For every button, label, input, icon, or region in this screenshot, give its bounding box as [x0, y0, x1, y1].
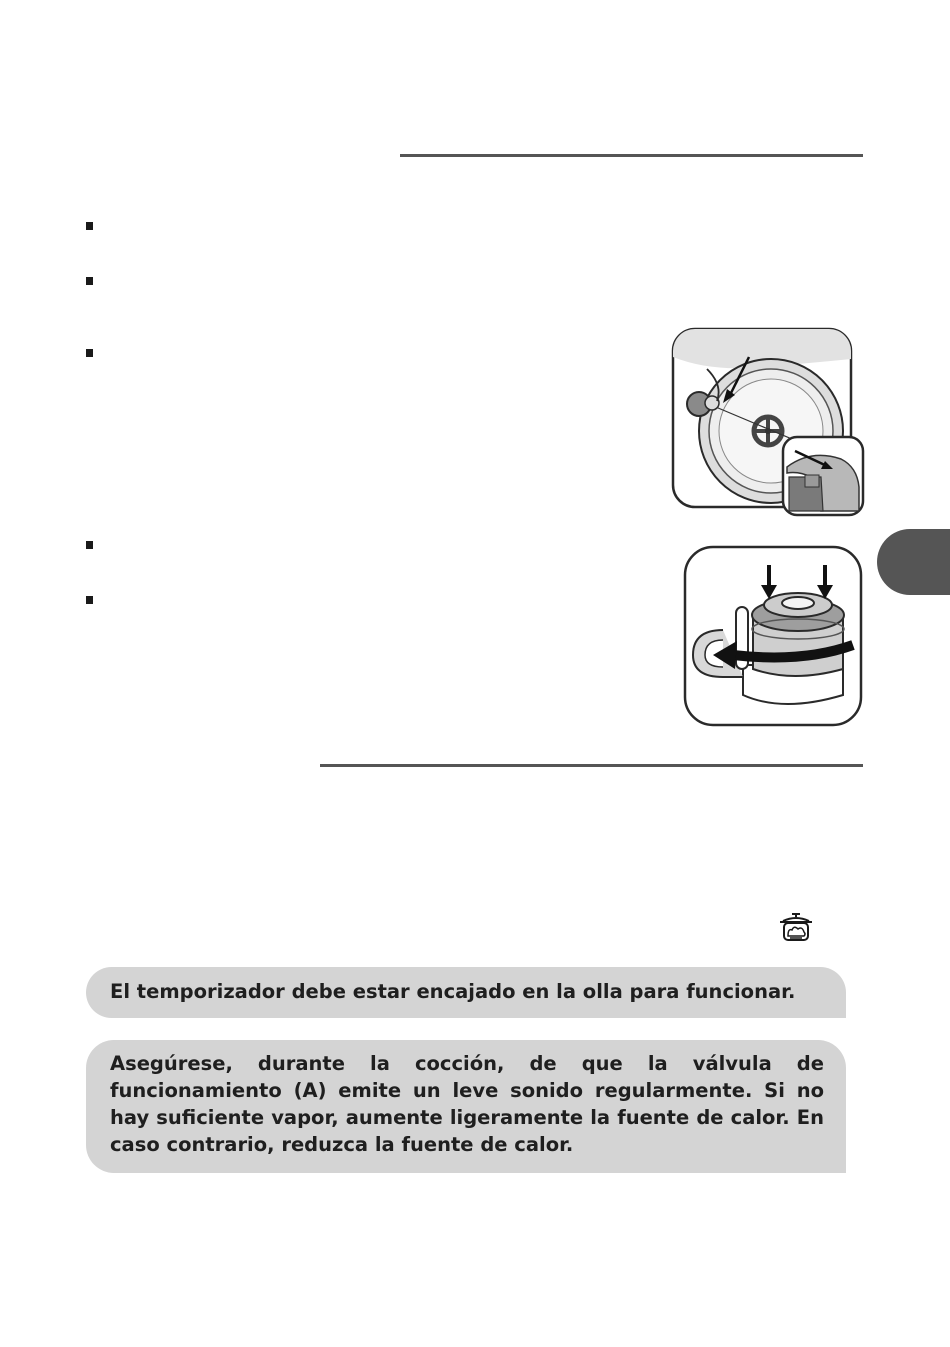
section-rule-top: [400, 154, 863, 157]
timer-fitting-illustration: [683, 545, 865, 728]
square-bullet-icon: [86, 596, 93, 604]
valve-note-text: Asegúrese, durante la cocción, de que la válvula de funcionamiento (A) emite un leve sonido regularmente. Si no hay suficiente vapor, aumente ligeramente la fuente de calor. En caso contrario, reduzca la fuente de calor.: [110, 1052, 824, 1156]
chapter-tab: [877, 529, 950, 595]
square-bullet-icon: [86, 541, 93, 549]
square-bullet-icon: [86, 222, 93, 230]
square-bullet-icon: [86, 277, 93, 285]
square-bullet-icon: [86, 349, 93, 357]
section-rule-middle: [320, 764, 863, 767]
valve-note: [86, 1040, 846, 1173]
steam-pot-icon: [778, 912, 814, 948]
lid-valve-illustration: [671, 327, 865, 517]
timer-note-text: El temporizador debe estar encajado en la olla para funcionar.: [110, 980, 796, 1003]
timer-note: [86, 967, 846, 1018]
